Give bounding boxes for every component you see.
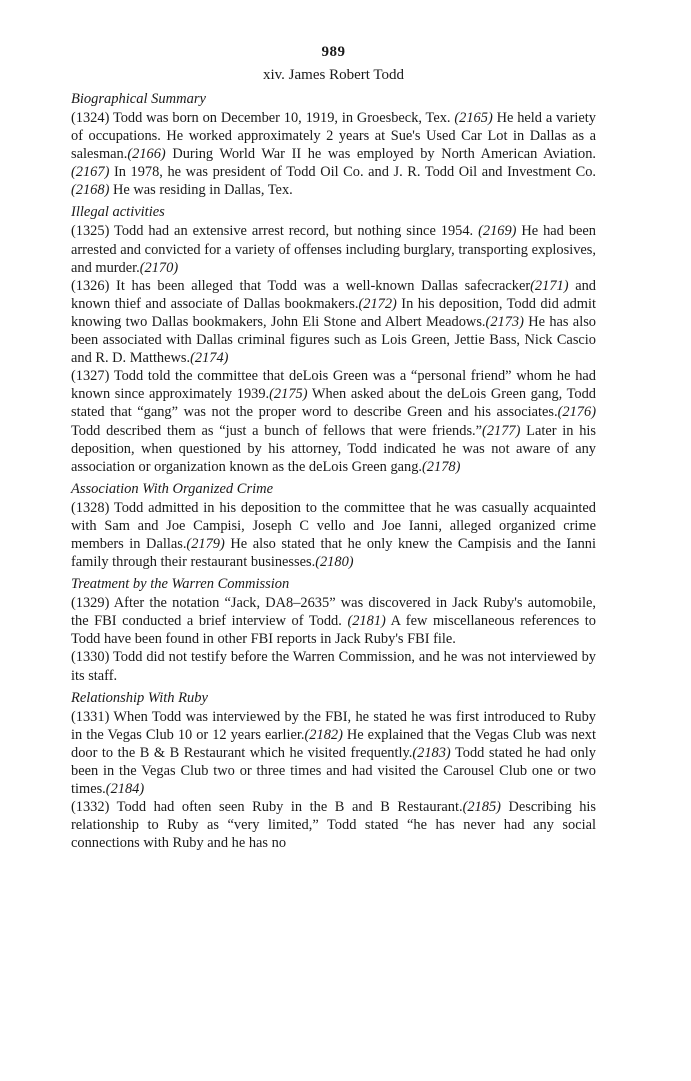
paragraph (71, 798, 596, 852)
footnote-ref: (2175) (269, 386, 308, 403)
paragraph-text: (1330) Todd did not testify before the Warren Commission, and he was not interviewed by its staff. (71, 649, 596, 684)
footnote-ref: (2173) (485, 313, 524, 330)
paragraph-text: (1327) Todd told the committee that deLois Green was a “personal friend” whom he had known since approximately 1939. (71, 368, 596, 403)
paragraph-text: Later in his deposition, when questioned by his attorney, Todd indicated he was not aware of any association or organization known as the deLois Green gang. (71, 422, 596, 475)
paragraph-text: (1332) Todd had often seen Ruby in the B and B Restaurant. (71, 799, 463, 816)
section-heading: Relationship With Ruby (71, 689, 208, 706)
section-heading: Treatment by the Warren Commission (71, 576, 290, 593)
footnote-ref: (2166) (127, 146, 166, 163)
footnote-ref: (2178) (422, 458, 461, 475)
paragraph (71, 499, 596, 571)
paragraph (71, 367, 596, 476)
paragraph-text: In 1978, he was president of Todd Oil Co. and J. R. Todd Oil and Investment Co. (109, 164, 596, 181)
footnote-ref: (2168) (71, 182, 110, 199)
paragraph-text: and known thief and associate of Dallas bookmakers. (71, 277, 596, 312)
document-body (71, 90, 596, 852)
paragraph-text: He had been arrested and convicted for a variety of offenses including burglary, transporting explosives, and murder. (71, 223, 596, 276)
footnote-ref: (2171) (530, 277, 569, 294)
section-heading: Illegal activities (71, 204, 165, 221)
section-illegal-activities (71, 203, 596, 475)
paragraph-text: (1328) Todd admitted in his deposition to the committee that he was casually acquainted with Sam and Joe Campisi, Joseph C vello and Joe Ianni, alleged organized crime members in Dallas. (71, 499, 596, 552)
footnote-ref: (2179) (186, 535, 225, 552)
paragraph (71, 708, 596, 798)
footnote-ref: (2182) (304, 726, 343, 743)
paragraph-text: Describing his relationship to Ruby as “very limited,” Todd stated “he has never had any social connections with Ruby and he has no (71, 799, 596, 852)
paragraph-text: He has also been associated with Dallas criminal figures such as Lois Green, Jettie Bass, Nick Cascio and R. D. Matthews. (71, 313, 596, 367)
paragraph-text: He held a variety of occupations. He worked approximately 2 years at Sue's Used Car Lot in Dallas as a salesman. (71, 110, 596, 163)
paragraph-text: He explained that the Vegas Club was next door to the B & B Restaurant which he visited frequently. (71, 726, 596, 761)
paragraph-text: When asked about the deLois Green gang, Todd stated that “gang” was not the proper word to describe Green and his associates. (71, 386, 596, 421)
footnote-ref: (2184) (105, 781, 145, 797)
footnote-ref: (2167) (71, 164, 110, 181)
section-heading: Biographical Summary (71, 91, 206, 107)
paragraph (71, 109, 596, 199)
paragraph (71, 594, 596, 648)
footnote-ref: (2165) (454, 110, 493, 126)
section-biographical-summary (71, 90, 596, 199)
paragraph-text: (1325) Todd had an extensive arrest record, but nothing since 1954. (71, 223, 479, 240)
section-association-with-organized-crime (71, 480, 596, 571)
paragraph-text: During World War II he was employed by North American Aviation. (165, 146, 596, 163)
paragraph-text: He also stated that he only knew the Campisis and the Ianni family through their restaurant businesses. (71, 535, 596, 571)
paragraph-text: (1331) When Todd was interviewed by the FBI, he stated he was first introduced to Ruby in the Vegas Club 10 or 12 years earlier. (71, 708, 596, 743)
paragraph-text: In his deposition, Todd did admit knowing two Dallas bookmakers, John Eli Stone and Albert Meadows. (71, 295, 596, 330)
paragraph-text: Todd described them as “just a bunch of fellows that were friends.” (71, 422, 483, 439)
paragraph (71, 648, 596, 684)
paragraph-text: (1329) After the notation “Jack, DA8–2635” was discovered in Jack Ruby's automobile, the FBI conducted a brief interview of Todd. (71, 595, 596, 630)
footnote-ref: (2176) (557, 404, 596, 421)
document-page (71, 44, 596, 856)
paragraph-text: (1326) It has been alleged that Todd was a well-known Dallas safecracker (71, 277, 531, 294)
chapter-title: xiv. James Robert Todd (262, 67, 405, 83)
footnote-ref: (2174) (190, 350, 229, 367)
paragraph-text: He was residing in Dallas, Tex. (109, 182, 293, 199)
page-number: 989 (321, 44, 346, 60)
footnote-ref: (2185) (462, 799, 501, 816)
footnote-ref: (2172) (358, 295, 397, 312)
paragraph-text: A few miscellaneous references to Todd have been found in other FBI reports in Jack Ruby's FBI file. (71, 613, 596, 648)
paragraph-text: Todd stated he had only been in the Vegas Club two or three times and had visited the Carousel Club one or two times. (71, 744, 596, 797)
paragraph (71, 277, 596, 367)
section-treatment-by-the-warren-commission (71, 575, 596, 684)
section-relationship-with-ruby (71, 689, 596, 853)
footnote-ref: (2181) (347, 613, 386, 630)
footnote-ref: (2180) (315, 554, 354, 571)
footnote-ref: (2177) (482, 422, 521, 439)
paragraph (71, 222, 596, 276)
footnote-ref: (2169) (478, 223, 517, 240)
paragraph-text: (1324) Todd was born on December 10, 1919, in Groesbeck, Tex. (71, 110, 455, 126)
footnote-ref: (2183) (412, 744, 451, 761)
footnote-ref: (2170) (139, 259, 179, 276)
section-heading: Association With Organized Crime (71, 480, 274, 497)
